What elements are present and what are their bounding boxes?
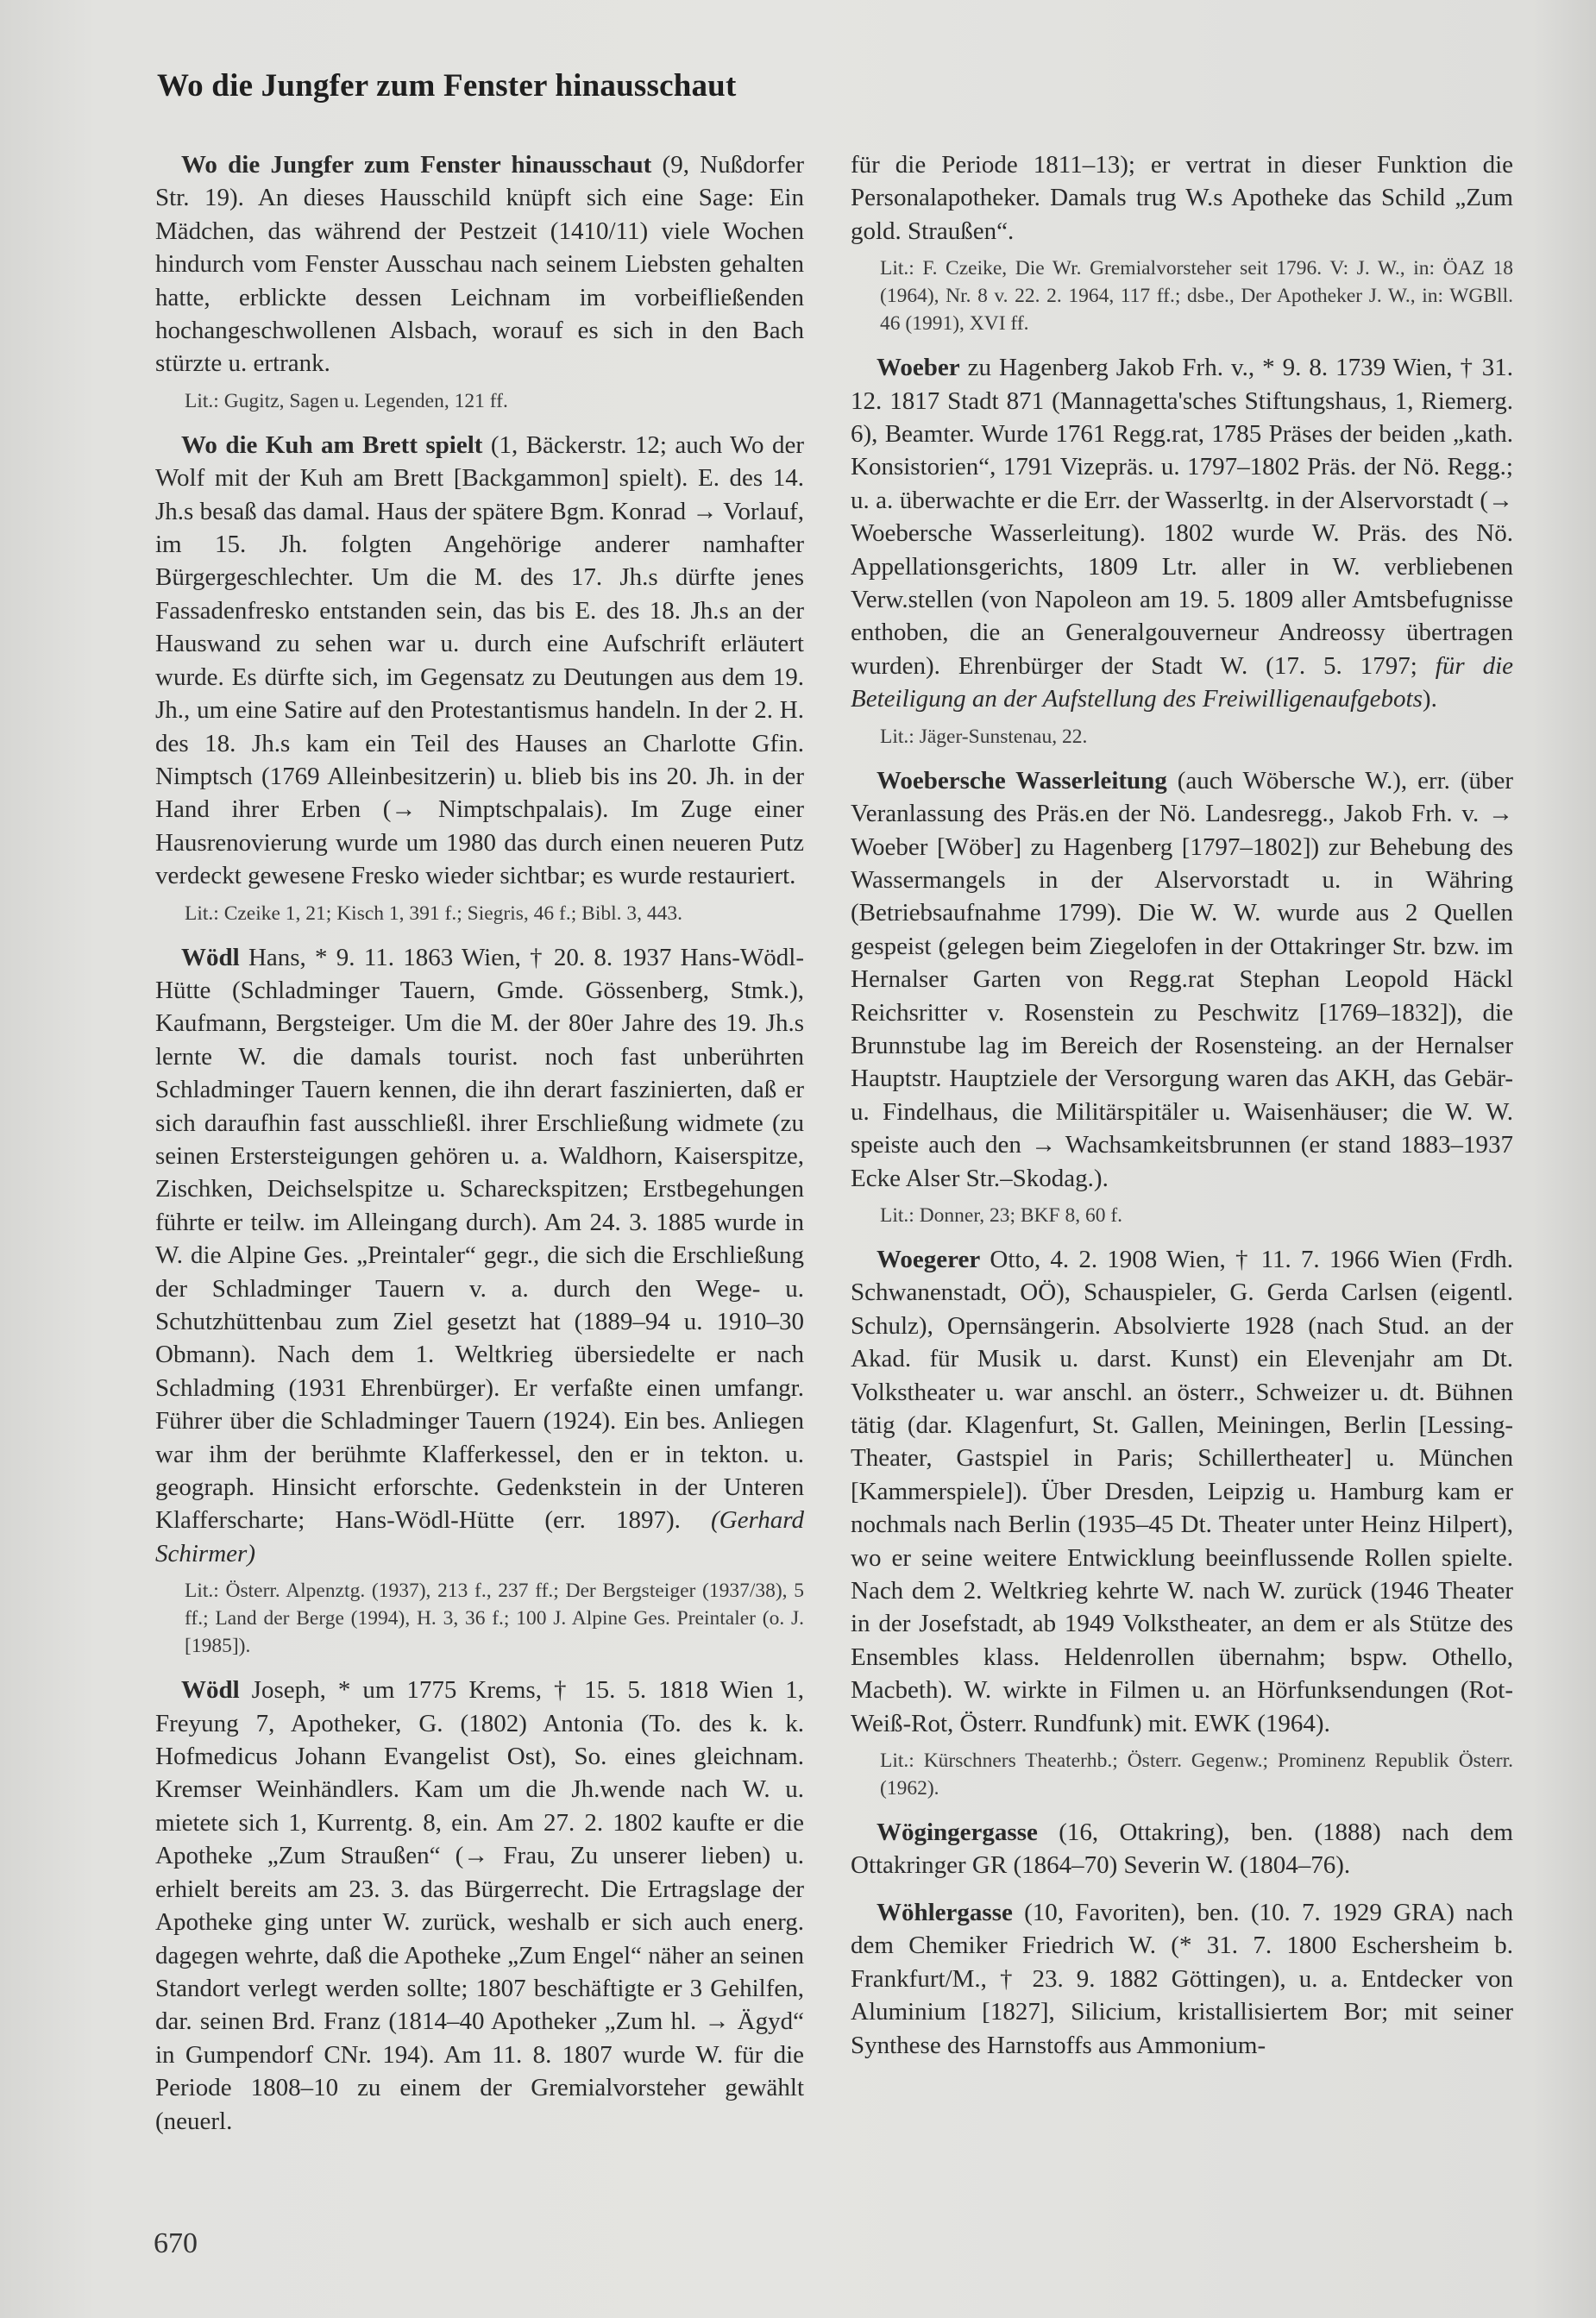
entry-body — [851, 1816, 1513, 1882]
entry-woebersche-wasserleitung — [851, 764, 1513, 1229]
entry-jungfer — [155, 148, 804, 415]
entry-headword: Wo die Kuh am Brett spielt — [181, 430, 483, 459]
entry-woedl-hans — [155, 941, 804, 1661]
entry-headword: Wöhlergasse — [877, 1898, 1013, 1926]
entry-woegingergasse — [851, 1816, 1513, 1882]
literature-ref: Lit.: Gugitz, Sagen u. Legenden, 121 ff. — [185, 389, 508, 412]
left-column — [155, 148, 804, 2138]
entry-text: Hans, * 9. 11. 1863 Wien, † 20. 8. 1937 Hans-Wödl-Hütte (Schladminger Tauern, Gmde. Gössenberg, Stmk.), Kaufmann, Bergsteiger. Um die M. der 80er Jahre des 19. Jh.s lernte W. die damals tourist. noch fast unberührten Schladminger Tauern kennen, die ihn derart faszinierten, daß er sich daraufhin fast ausschließl. ihrer Erschließung widmete (zu seinen Erstersteigungen gehören u. a. Waldhorn, Kaiserspitze, Zischken, Deichselspitze u. Schareckspitzen; Erstbegehungen führte er teilw. im Alleingang durch). Am 24. 3. 1885 wurde in W. die Alpine Ges. „Preintaler“ gegr., die sich die Erschließung der Schladminger Tauern v. a. durch den Wege- u. Schutzhüttenbau zum Ziel gesetzt hat (1889–94 u. 1910–30 Obmann). Nach dem 1. Weltkrieg übersiedelte er nach Schladming (1931 Ehrenbürger). Er verfaßte einen umfangr. Führer über die Schladminger Tauern (1924). Ein bes. Anliegen war ihm der berühmte Klafferkessel, den er in tekton. u. geograph. Hinsicht erforschte. Gedenkstein in der Unteren Klafferscharte; Hans-Wödl-Hütte (err. 1897). — [155, 943, 804, 1535]
entry-body — [155, 148, 804, 380]
entry-text: Otto, 4. 2. 1908 Wien, † 11. 7. 1966 Wien (Frdh. Schwanenstadt, OÖ), Schauspieler, G. Gerda Carlsen (eigentl. Schulz), Opernsängerin. Absolvierte 1928 (nach Stud. an der Akad. für Musik u. darst. Kunst) ein Elevenjahr am Dt. Volkstheater u. war anschl. an österr., Schweizer u. dt. Bühnen tätig (dar. Klagenfurt, St. Gallen, Meiningen, Berlin [Lessing-Theater, Gastspiel in Paris; Schillertheater] u. München [Kammerspiele]). Über Dresden, Leipzig u. Hamburg kam er nochmals nach Berlin (1935–45 Dt. Theater unter Heinz Hilpert), wo er seine weitere Entwicklung beeinflussende Rollen spielte. Nach dem 2. Weltkrieg kehrte W. nach W. zurück (1946 Theater in der Josefstadt, ab 1949 Volkstheater, an dem er als Stütze des Ensembles klass. Heldenrollen übernahm; bspw. Othello, Macbeth). W. wirkte in Filmen u. an Hörfunksendungen (Rot-Weiß-Rot, Österr. Rundfunk) mit. EWK (1964). — [851, 1245, 1513, 1737]
literature-ref: Lit.: F. Czeike, Die Wr. Gremialvorsteher seit 1796. V: J. W., in: ÖAZ 18 (1964), Nr. 8 v. 22. 2. 1964, 117 ff.; dsbe., Der Apotheker J. W., in: WGBll. 46 (1991), XVI ff. — [880, 257, 1513, 336]
entry-author: (Gerhard Schirmer) — [155, 1506, 804, 1567]
entry-woedl-joseph — [155, 1674, 804, 2138]
entry-text: (1, Bäckerstr. 12; auch Wo der Wolf mit der Kuh am Brett [Backgammon] spielt). E. des 14. Jh.s besaß das damal. Haus der spätere Bgm. Konrad → Vorlauf, im 15. Jh. folgten Angehörige anderer namhafter Bürgergeschlechter. Um die M. des 17. Jh.s dürfte jenes Fassadenfresko entstanden sein, das bis E. des 18. Jh.s an der Hauswand zu sehen war u. durch eine Aufschrift erläutert wurde. Es dürfte sich, im Gegensatz zu Deutungen aus dem 19. Jh., um eine Satire auf den Protestantismus handeln. In der 2. H. des 18. Jh.s kam ein Teil des Hauses an Charlotte Gfin. Nimptsch (1769 Alleinbesitzerin) u. blieb bis ins 20. Jh. in der Hand ihrer Erben (→ Nimptschpalais). Im Zuge einer Hausrenovierung wurde um 1980 das durch einen neueren Putz verdeckt gewesene Fresko wieder sichtbar; es wurde restauriert. — [155, 430, 804, 890]
entry-headword: Wo die Jungfer zum Fenster hinausschaut — [181, 151, 652, 179]
entry-text: zu Hagenberg Jakob Frh. v., * 9. 8. 1739 Wien, † 31. 12. 1817 Stadt 871 (Mannagetta'sches Stiftungshaus, 1, Riemerg. 6), Beamter. Wurde 1761 Regg.rat, 1785 Präses der beiden „kath. Konsistorien“, 1791 Vizepräs. u. 1797–1802 Präs. der Nö. Regg.; u. a. überwachte er die Err. der Wasserltg. in der Alservorstadt (→ Woebersche Wasserleitung). 1802 wurde W. Präs. des Nö. Appellationsgerichts, 1809 Ltr. aller in W. verbliebenen Verw.stellen (von Napoleon am 19. 5. 1809 aller Amtsbefugnisse enthoben, die an Generalgouverneur Andreossy übertragen wurden). Ehrenbürger der Stadt W. (17. 5. 1797; — [851, 354, 1513, 680]
entry-kuh-am-brett — [155, 429, 804, 927]
entry-text: (auch Wöbersche W.), err. (über Veranlassung des Präs.en der Nö. Landesregg., Jakob Frh. v. → Woeber [Wöber] zu Hagenberg [1797–1802]) zur Behebung des Wassermangels in der Alservorstadt u. in Währing (Betriebsaufnahme 1799). Die W. W. wurde aus 2 Quellen gespeist (gelegen beim Ziegelofen in der Ottakringer Str. bzw. im Hernalser Garten von Regg.rat Stephan Leopold Häckl Reichsritter v. Rosenstein zu Peschwitz [1769–1832]), die Brunnstube lag im Bereich der Rosensteing. an der Hernalser Hauptstr. Hauptziele der Versorgung waren das AKH, das Gebär- u. Findelhaus, die Militärspitäler u. Waisenhäuser; die W. W. speiste auch den → Wachsamkeitsbrunnen (er stand 1883–1937 Ecke Alser Str.–Skodag.). — [851, 766, 1513, 1192]
entry-headword: Wödl — [181, 1676, 240, 1705]
running-head: Wo die Jungfer zum Fenster hinausschaut — [157, 68, 737, 104]
entry-body — [851, 351, 1513, 715]
entry-headword: Woegerer — [877, 1245, 981, 1273]
entry-woehlergasse — [851, 1896, 1513, 2062]
literature-ref: Lit.: Czeike 1, 21; Kisch 1, 391 f.; Siegris, 46 f.; Bibl. 3, 443. — [185, 901, 683, 925]
literature-ref: Lit.: Jäger-Sunstenau, 22. — [880, 725, 1088, 748]
entry-woedl-joseph-cont — [851, 148, 1513, 337]
entry-headword: Woeber — [877, 354, 960, 382]
entry-body — [851, 1896, 1513, 2062]
entry-body — [155, 1674, 804, 2138]
entry-headword: Woebersche Wasserleitung — [877, 766, 1167, 795]
literature-ref: Lit.: Kürschners Theaterhb.; Österr. Gegenw.; Prominenz Republik Österr. (1962). — [880, 1749, 1513, 1800]
entry-body — [155, 429, 804, 893]
entry-body — [851, 1243, 1513, 1740]
right-column — [851, 148, 1513, 2062]
literature-ref: Lit.: Donner, 23; BKF 8, 60 f. — [880, 1203, 1123, 1227]
entry-italic-note: für die Beteiligung an der Aufstellung des Freiwilligenaufgebots — [851, 651, 1513, 713]
entry-text: (9, Nußdorfer Str. 19). An dieses Hausschild knüpft sich eine Sage: Ein Mädchen, das während der Pestzeit (1410/11) viele Wochen hindurch vom Fenster Ausschau nach seinem Liebsten gehalten hatte, erblickte dessen Leichnam im vorbeifließenden hochangeschwollenen Alsbach, worauf es sich in den Bach stürzte u. ertrank. — [155, 151, 804, 378]
literature-ref: Lit.: Österr. Alpenztg. (1937), 213 f., 237 ff.; Der Bergsteiger (1937/38), 5 ff.; Land der Berge (1994), H. 3, 36 f.; 100 J. Alpine Ges. Preintaler (o. J. [1985]). — [185, 1580, 804, 1658]
entry-woeber — [851, 351, 1513, 750]
entry-text: (10, Favoriten), ben. (10. 7. 1929 GRA) nach dem Chemiker Friedrich W. (* 31. 7. 1800 Eschersheim b. Frankfurt/M., † 23. 9. 1882 Göttingen), u. a. Entdecker von Aluminium [1827], Silicium, kristallisiertem Bor; mit seiner Synthese des Harnstoffs aus Ammonium- — [851, 1898, 1513, 2059]
entry-woegerer — [851, 1243, 1513, 1802]
page-number: 670 — [154, 2227, 198, 2259]
entry-headword: Wögingergasse — [877, 1819, 1038, 1847]
entry-text: (16, Ottakring), ben. (1888) nach dem Ottakringer GR (1864–70) Severin W. (1804–76). — [851, 1819, 1513, 1880]
entry-text-tail: ). — [1422, 685, 1437, 713]
entry-body — [155, 941, 804, 1571]
entry-headword: Wödl — [181, 943, 240, 971]
entry-body: für die Periode 1811–13); er vertrat in dieser Funktion die Personalapotheker. Damals trug W.s Apotheke das Schild „Zum gold. Straußen“. — [851, 151, 1513, 245]
entry-text: Joseph, * um 1775 Krems, † 15. 5. 1818 Wien 1, Freyung 7, Apotheker, G. (1802) Antonia (To. des k. k. Hofmedicus Johann Evangelist Ost), So. eines gleichnam. Kremser Weinhändlers. Kam um die Jh.wende nach W. u. mietete sich 1, Kurrentg. 8, ein. Am 27. 2. 1802 kaufte er die Apotheke „Zum Straußen“ (→ Frau, Zu unserer lieben) u. erhielt bereits am 23. 3. das Bürgerrecht. Die Ertragslage der Apotheke ging unter W. zurück, weshalb er sich auch energ. dagegen wehrte, daß die Apotheke „Zum Engel“ näher an seinen Standort verlegt werden sollte; 1807 beschäftigte er 3 Gehilfen, dar. seinen Brd. Franz (1814–40 Apotheker „Zum hl. → Ägyd“ in Gumpendorf CNr. 194). Am 11. 8. 1807 wurde W. für die Periode 1808–10 zu einem der Gremialvorsteher gewählt (neuerl. — [155, 1676, 804, 2135]
entry-body — [851, 764, 1513, 1195]
